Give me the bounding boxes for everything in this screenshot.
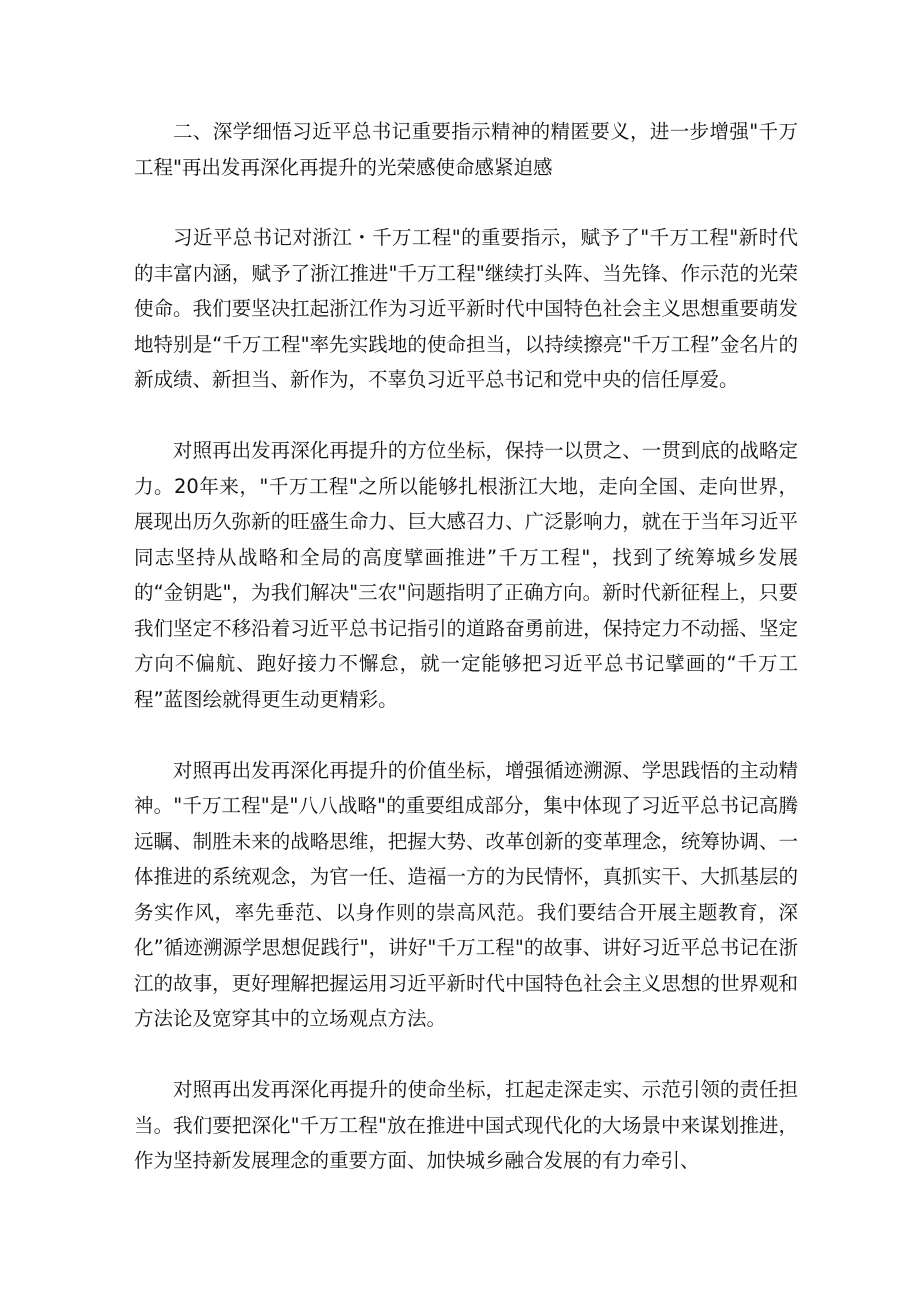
paragraph-3: 对照再出发再深化再提升的价值坐标，增强循迹溯源、学思践悟的主动精神。"千万工程"是"八八战略"的重要组成部分，集中体现了习近平总书记高腾远瞩、制胜未来的战略思维，把握大势、改革创新的变革理念，统筹协调、一体推进的系统观念，为官一任、造福一方的为民情怀，真抓实干、大抓基层的务实作风，率先垂范、以身作则的崇高风范。我们要结合开展主题教育，深化”循迹溯源学思想促践行"，讲好"千万工程"的故事、讲好习近平总书记在浙江的故事，更好理解把握运用习近平新时代中国特色社会主义思想的世界观和方法论及宽穿其中的立场观点方法。 xyxy=(134,758,798,1030)
document-body xyxy=(134,114,798,1214)
section-heading: 二、深学细悟习近平总书记重要指示精神的精匿要义，进一步增强"千万工程"再出发再深化再提升的光荣感使命感紧迫感 xyxy=(134,120,798,179)
paragraph-2: 对照再出发再深化再提升的方位坐标，保持一以贯之、一贯到底的战略定力。20年来，"千万工程"之所以能够扎根浙江大地，走向全国、走向世界，展现出历久弥新的旺盛生命力、巨大感召力、广泛影响力，就在于当年习近平同志坚持从战略和全局的高度擘画推进”千万工程"，找到了统筹城乡发展的“金钥匙"，为我们解决"三农"问题指明了正确方向。新时代新征程上，只要我们坚定不移沿着习近平总书记指引的道路奋勇前进，保持定力不动摇、坚定方向不偏航、跑好接力不懈怠，就一定能够把习近平总书记擘画的“千万工程”蓝图绘就得更生动更精彩。 xyxy=(134,439,798,711)
paragraph-1: 习近平总书记对浙江・千万工程"的重要指示，赋予了"千万工程"新时代的丰富内涵，赋予了浙江推进"千万工程"继续打头阵、当先锋、作示范的光荣使命。我们要坚决扛起浙江作为习近平新时代中国特色社会主义思想重要萌发地特别是“千万工程"率先实践地的使命担当，以持续擦亮"千万工程”金名片的新成绩、新担当、新作为，不辜负习近平总书记和党中央的信任厚爱。 xyxy=(134,226,798,391)
paragraph-4: 对照再出发再深化再提升的使命坐标，扛起走深走实、示范引领的责任担当。我们要把深化"千万工程"放在推进中国式现代化的大场景中来谋划推进，作为坚持新发展理念的重要方面、加快城乡融合发展的有力牵引、 xyxy=(134,1078,798,1172)
